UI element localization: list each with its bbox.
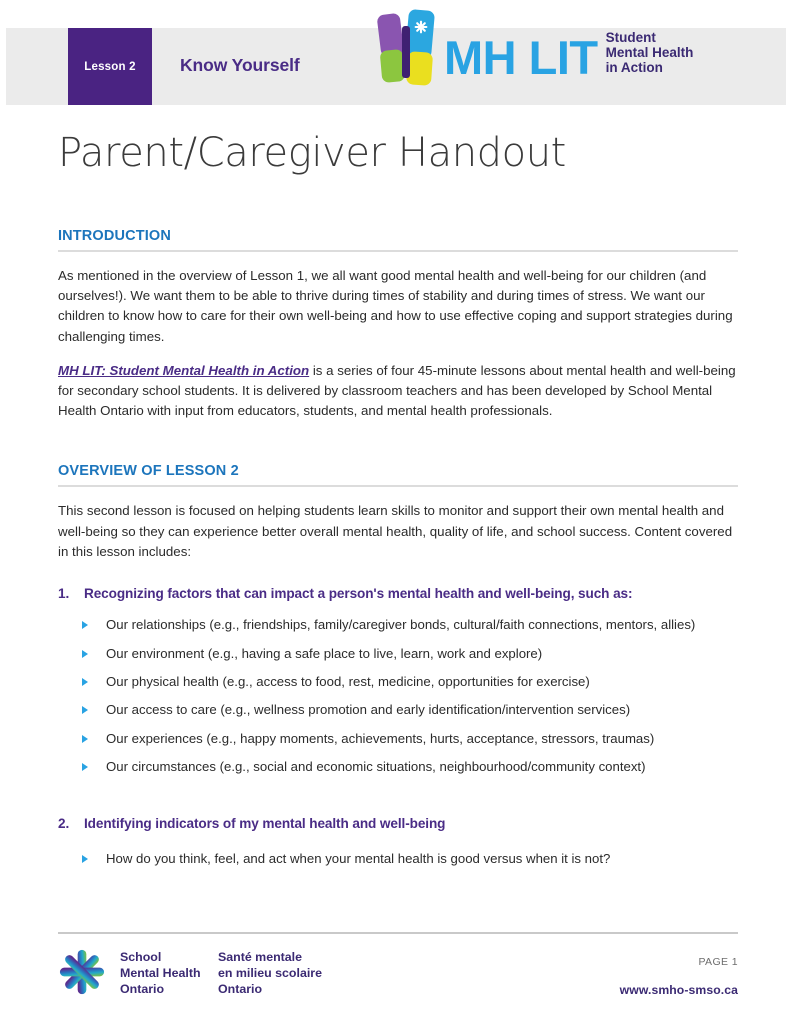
triangle-bullet-icon xyxy=(58,730,106,743)
page-title: Parent/Caregiver Handout xyxy=(58,130,566,176)
section-heading-introduction: INTRODUCTION xyxy=(58,228,171,244)
section-introduction xyxy=(58,228,738,421)
list-item-label: Our experiences (e.g., happy moments, achievements, hurts, acceptance, stressors, traumas) xyxy=(106,730,655,746)
smho-name-english xyxy=(120,950,201,998)
intro-paragraph-2-rest: is a series of four 45-minute lessons about mental health and well-being for secondary school students. It is delivered by classroom teachers and has been developed by School Mental Health Ontario with input from educators, students, and mental health professionals. xyxy=(58,362,736,419)
list-item xyxy=(58,668,738,696)
list-item-label: Our environment (e.g., having a safe place to live, learn, work and explore) xyxy=(106,645,543,661)
smho-name-french xyxy=(218,950,322,998)
page-number: PAGE 1 xyxy=(698,956,738,968)
smho-name-en-line-1: School xyxy=(120,950,162,964)
numbered-item xyxy=(58,586,738,601)
smho-flower-logo-icon xyxy=(58,948,106,996)
list-item xyxy=(58,845,738,873)
page-footer xyxy=(58,946,738,1008)
triangle-bullet-icon xyxy=(58,701,106,714)
list-item xyxy=(58,725,738,753)
list-item xyxy=(58,696,738,724)
triangle-bullet-icon xyxy=(58,850,106,863)
triangle-bullet-icon xyxy=(58,616,106,629)
intro-paragraph-2 xyxy=(58,361,738,422)
smho-name-en-line-2: Mental Health xyxy=(120,965,201,980)
mhlit-tagline xyxy=(606,30,694,78)
numbered-item-marker: 1. xyxy=(58,586,70,602)
mhlit-program-link[interactable]: MH LIT: Student Mental Health in Action xyxy=(58,362,310,378)
mhlit-logo-lockup xyxy=(376,6,693,94)
mhlit-tagline-line-3: in Action xyxy=(605,59,663,75)
list-item xyxy=(58,611,738,639)
lesson-title: Know Yourself xyxy=(180,55,300,75)
triangle-bullet-icon xyxy=(58,673,106,686)
butterfly-logo-icon xyxy=(376,6,438,90)
lesson-chip xyxy=(68,28,152,105)
mhlit-tagline-line-2: Mental Health xyxy=(605,44,694,60)
footer-website-link[interactable]: www.smho-smso.ca xyxy=(619,983,738,997)
list-item-label: How do you think, feel, and act when your mental health is good versus when it is not? xyxy=(106,850,611,866)
mhlit-tagline-line-1: Student xyxy=(605,29,656,45)
footer-divider xyxy=(58,932,738,934)
section-overview xyxy=(58,463,738,873)
list-item xyxy=(58,640,738,668)
overview-paragraph: This second lesson is focused on helping students learn skills to monitor and support their own mental health and well-being so they can experience better overall mental health, quality of life, and school success. Content covered in this lesson includes: xyxy=(58,503,733,559)
numbered-item xyxy=(58,816,738,831)
intro-paragraph-1: As mentioned in the overview of Lesson 1, we all want good mental health and well-being for our children (and ourselves!). We want them to be able to thrive during times of stability and during times of stress. We want our children to know how to care for their own well-being and how to use effective coping and support strategies during challenging times. xyxy=(58,268,733,344)
list-item-label: Our relationships (e.g., friendships, family/caregiver bonds, cultural/faith connections, mentors, allies) xyxy=(106,617,696,633)
numbered-item-marker: 2. xyxy=(58,815,70,831)
triangle-bullet-icon xyxy=(58,758,106,771)
document-content xyxy=(58,130,738,873)
smho-name-fr-line-2: en milieu scolaire xyxy=(218,965,322,980)
smho-name-fr-line-1: Santé mentale xyxy=(218,950,303,964)
list-item-label: Our access to care (e.g., wellness promotion and early identification/intervention services) xyxy=(106,702,631,718)
triangle-bullet-icon xyxy=(58,645,106,658)
list-item-label: Our physical health (e.g., access to food, rest, medicine, opportunities for exercise) xyxy=(106,674,590,689)
asterisk-icon xyxy=(414,20,428,34)
list-item-label: Our circumstances (e.g., social and economic situations, neighbourhood/community context) xyxy=(106,759,646,775)
smho-name-en-line-3: Ontario xyxy=(120,981,165,996)
smho-name-fr-line-3: Ontario xyxy=(218,981,263,996)
bullet-list xyxy=(58,845,738,873)
numbered-item-text: Identifying indicators of my mental health and well-being xyxy=(84,815,446,831)
butterfly-body xyxy=(402,26,410,78)
list-item xyxy=(58,753,738,781)
section-divider xyxy=(58,250,738,252)
section-divider xyxy=(58,485,738,487)
bullet-list xyxy=(58,611,738,782)
lesson-chip-label: Lesson 2 xyxy=(84,60,136,73)
section-heading-overview: OVERVIEW OF LESSON 2 xyxy=(58,463,239,480)
mhlit-wordmark: MH LIT xyxy=(444,31,598,85)
numbered-item-text: Recognizing factors that can impact a person's mental health and well-being, such as: xyxy=(84,586,633,602)
